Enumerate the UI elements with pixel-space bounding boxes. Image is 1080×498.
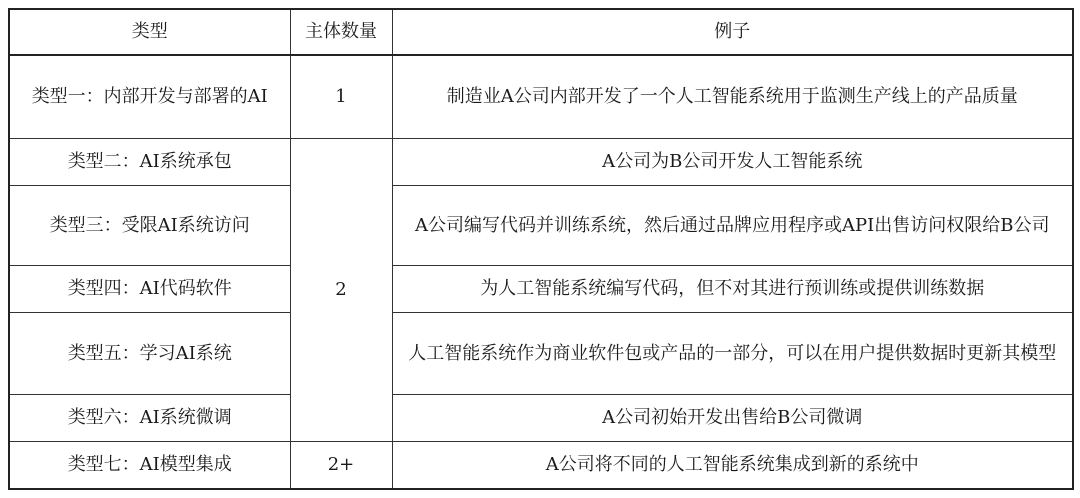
example-cell: 人工智能系统作为商业软件包或产品的一部分，可以在用户提供数据时更新其模型 — [392, 313, 1073, 395]
type-cell: 类型六：AI系统微调 — [9, 395, 290, 442]
count-cell: 2 — [290, 139, 392, 442]
header-example: 例子 — [392, 9, 1073, 55]
example-cell: A公司为B公司开发人工智能系统 — [392, 139, 1073, 186]
header-type: 类型 — [9, 9, 290, 55]
type-cell: 类型三：受限AI系统访问 — [9, 186, 290, 266]
table-row — [9, 442, 1073, 490]
count-cell: 1 — [290, 55, 392, 139]
header-row — [9, 9, 1073, 55]
example-cell: 为人工智能系统编写代码，但不对其进行预训练或提供训练数据 — [392, 266, 1073, 313]
count-cell: 2+ — [290, 442, 392, 490]
type-cell: 类型五：学习AI系统 — [9, 313, 290, 395]
type-cell: 类型七：AI模型集成 — [9, 442, 290, 490]
table-row — [9, 55, 1073, 139]
table-row — [9, 139, 1073, 186]
type-cell: 类型二：AI系统承包 — [9, 139, 290, 186]
table-container — [8, 8, 1072, 490]
ai-type-table — [8, 8, 1074, 490]
table-row — [9, 186, 1073, 266]
example-cell: A公司将不同的人工智能系统集成到新的系统中 — [392, 442, 1073, 490]
table-row — [9, 266, 1073, 313]
table-row — [9, 313, 1073, 395]
example-cell: A公司编写代码并训练系统，然后通过品牌应用程序或API出售访问权限给B公司 — [392, 186, 1073, 266]
type-cell: 类型四：AI代码软件 — [9, 266, 290, 313]
example-cell: 制造业A公司内部开发了一个人工智能系统用于监测生产线上的产品质量 — [392, 55, 1073, 139]
example-cell: A公司初始开发出售给B公司微调 — [392, 395, 1073, 442]
type-cell: 类型一：内部开发与部署的AI — [9, 55, 290, 139]
header-count: 主体数量 — [290, 9, 392, 55]
table-row — [9, 395, 1073, 442]
